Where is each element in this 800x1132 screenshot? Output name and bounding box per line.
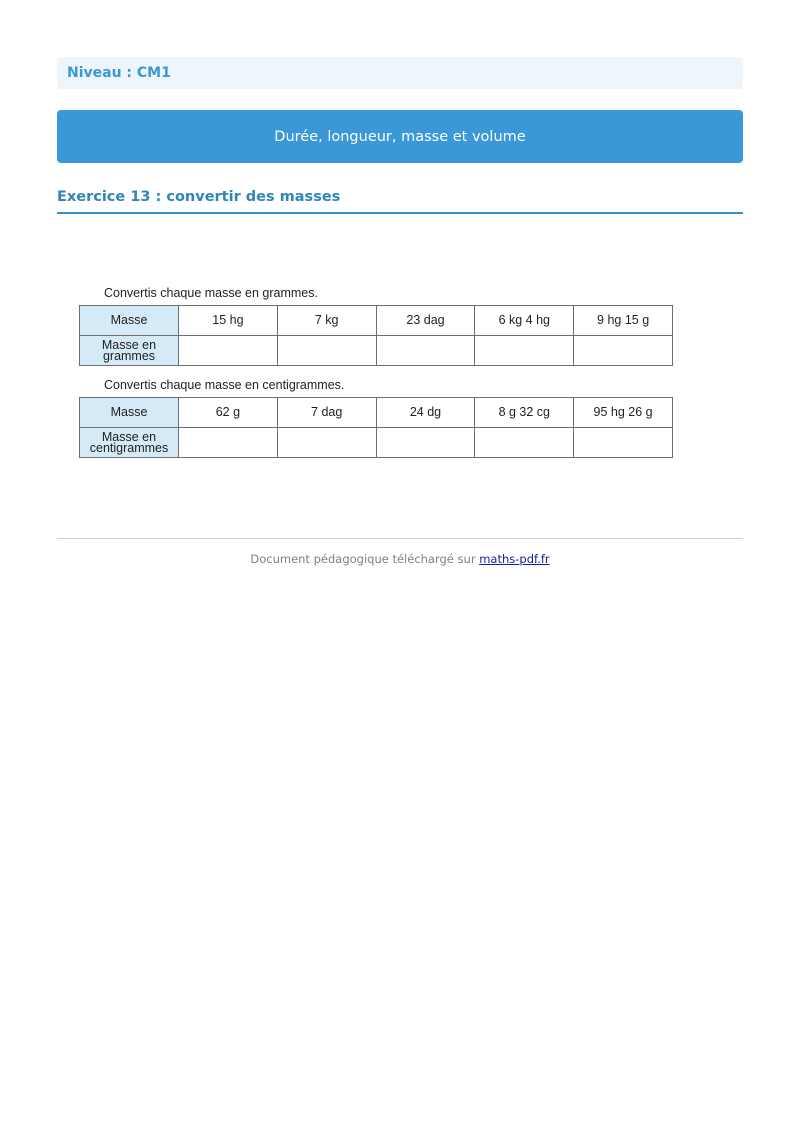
topic-title: Durée, longueur, masse et volume (274, 128, 526, 145)
mass-cell: 24 dg (376, 398, 475, 428)
table-row (80, 398, 673, 428)
answer-cell[interactable] (574, 428, 673, 458)
instruction-grams: Convertis chaque masse en grammes. (104, 286, 318, 300)
exercise-title: Exercice 13 : convertir des masses (57, 189, 341, 205)
mass-cell: 23 dag (376, 306, 475, 336)
level-label: Niveau : CM1 (67, 65, 171, 81)
footer (0, 552, 800, 566)
mass-cell: 95 hg 26 g (574, 398, 673, 428)
row-header-result (80, 428, 179, 458)
mass-cell: 8 g 32 cg (475, 398, 574, 428)
level-bar (57, 57, 743, 89)
mass-cell: 7 dag (277, 398, 376, 428)
row-header-line: centigrammes (89, 440, 169, 455)
table-row (80, 336, 673, 366)
row-header-result (80, 336, 179, 366)
row-header-masse: Masse (80, 398, 179, 428)
worksheet (79, 285, 673, 458)
row-header-line: grammes (102, 348, 156, 363)
answer-cell[interactable] (277, 428, 376, 458)
answer-cell[interactable] (376, 428, 475, 458)
answer-cell[interactable] (475, 336, 574, 366)
mass-cell: 15 hg (179, 306, 278, 336)
footer-link[interactable]: maths-pdf.fr (479, 552, 550, 566)
mass-cell: 62 g (179, 398, 278, 428)
row-header-masse: Masse (80, 306, 179, 336)
exercise-header (57, 186, 743, 214)
answer-cell[interactable] (277, 336, 376, 366)
table-row (80, 428, 673, 458)
mass-cell: 6 kg 4 hg (475, 306, 574, 336)
footer-text: Document pédagogique téléchargé sur (250, 552, 480, 566)
instruction-centigrams: Convertis chaque masse en centigrammes. (104, 378, 345, 392)
table-grams (79, 305, 673, 366)
topic-banner (57, 110, 743, 163)
answer-cell[interactable] (574, 336, 673, 366)
mass-cell: 9 hg 15 g (574, 306, 673, 336)
answer-cell[interactable] (475, 428, 574, 458)
row-header-line: Masse en (101, 429, 157, 444)
mass-cell: 7 kg (277, 306, 376, 336)
table-row (80, 306, 673, 336)
footer-divider (57, 538, 743, 539)
answer-cell[interactable] (179, 336, 278, 366)
row-header-line: Masse en (101, 337, 157, 352)
table-centigrams (79, 397, 673, 458)
answer-cell[interactable] (179, 428, 278, 458)
answer-cell[interactable] (376, 336, 475, 366)
